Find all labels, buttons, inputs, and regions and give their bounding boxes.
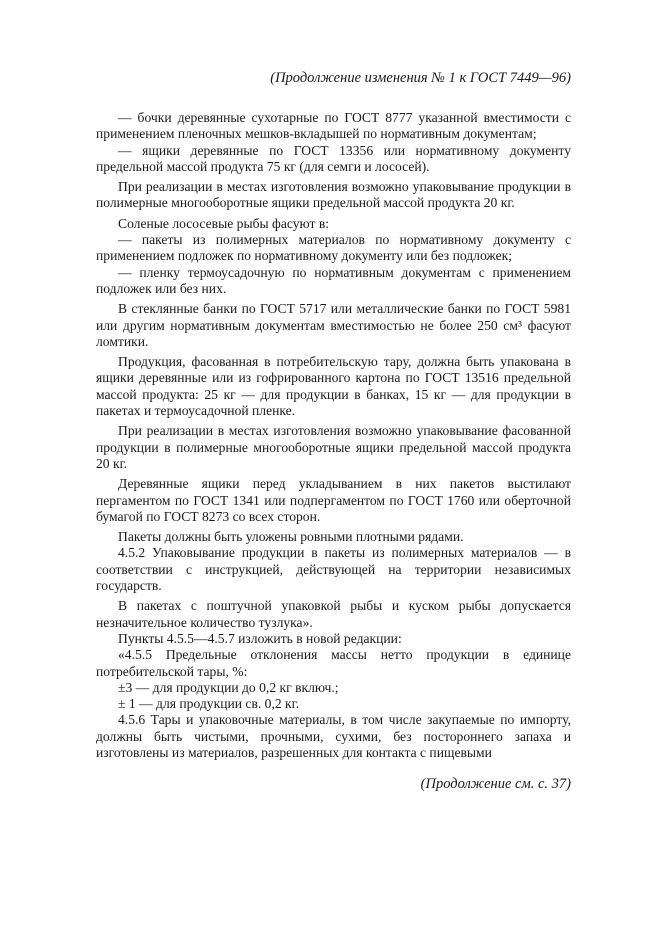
body-text bbox=[96, 110, 571, 761]
paragraph: ± 1 — для продукции св. 0,2 кг. bbox=[118, 696, 300, 712]
paragraph: 4.5.2 Упаковывание продукции в пакеты из полимерных материалов — в соответствии с инструкцией, действующей на территории независимых государств. bbox=[96, 545, 571, 594]
paragraph: Продукция, фасованная в потребительскую тару, должна быть упакована в ящики деревянные или из гофрированного картона по ГОСТ 13516 предельной массой продукта: 25 кг — для продукции в банках, 15 кг — для продукции в пакетах и термоусадочной пленке. bbox=[96, 354, 571, 419]
paragraph: — пленку термоусадочную по нормативным документам с применением подложек или без них. bbox=[96, 264, 571, 296]
paragraph: — ящики деревянные по ГОСТ 13356 или нормативному документу предельной массой продукта 75 кг (для семги и лососей). bbox=[96, 142, 571, 174]
paragraph: Пакеты должны быть уложены ровными плотными рядами. bbox=[118, 529, 464, 545]
paragraph: Соленые лососевые рыбы фасуют в: bbox=[118, 215, 330, 231]
paragraph: Деревянные ящики перед укладыванием в них пакетов выстилают пергаментом по ГОСТ 1341 или подпергаментом по ГОСТ 1760 или оберточной бумагой по ГОСТ 8273 со всех сторон. bbox=[96, 476, 571, 524]
paragraph: «4.5.5 Предельные отклонения массы нетто продукции в единице потребительской тары, %: bbox=[96, 647, 571, 679]
continuation-footer: (Продолжение см. с. 37) bbox=[420, 776, 571, 792]
paragraph: В пакетах с поштучной упаковкой рыбы и куском рыбы допускается незначительное количество тузлука». bbox=[96, 598, 571, 630]
paragraph: 4.5.6 Тары и упаковочные материалы, в том числе закупаемые по импорту, должны быть чистыми, прочными, сухими, без постороннего запаха и изготовлены из материалов, разрешенных для контакта с пищевыми bbox=[96, 712, 571, 760]
paragraph: ±3 — для продукции до 0,2 кг включ.; bbox=[118, 679, 339, 695]
paragraph: При реализации в местах изготовления возможно упаковывание продукции в полимерные многооборотные ящики предельной массой продукта 20 кг. bbox=[96, 179, 571, 211]
paragraph: При реализации в местах изготовления возможно упаковывание фасованной продукции в полимерные многооборотные ящики предельной массой продукта 20 кг. bbox=[96, 423, 571, 471]
paragraph: — пакеты из полимерных материалов по нормативному документу с применением подложек по нормативному документу или без подложек; bbox=[96, 232, 571, 264]
paragraph: В стеклянные банки по ГОСТ 5717 или металлические банки по ГОСТ 5981 или другим нормативным документам вместимостью не более 250 см³ фасуют ломтики. bbox=[96, 301, 571, 349]
continuation-header: (Продолжение изменения № 1 к ГОСТ 7449—96) bbox=[270, 70, 571, 86]
paragraph: Пункты 4.5.5—4.5.7 изложить в новой редакции: bbox=[118, 630, 402, 646]
paragraph: — бочки деревянные сухотарные по ГОСТ 8777 указанной вместимости с применением пленочных мешков-вкладышей по нормативным документам; bbox=[96, 110, 571, 142]
